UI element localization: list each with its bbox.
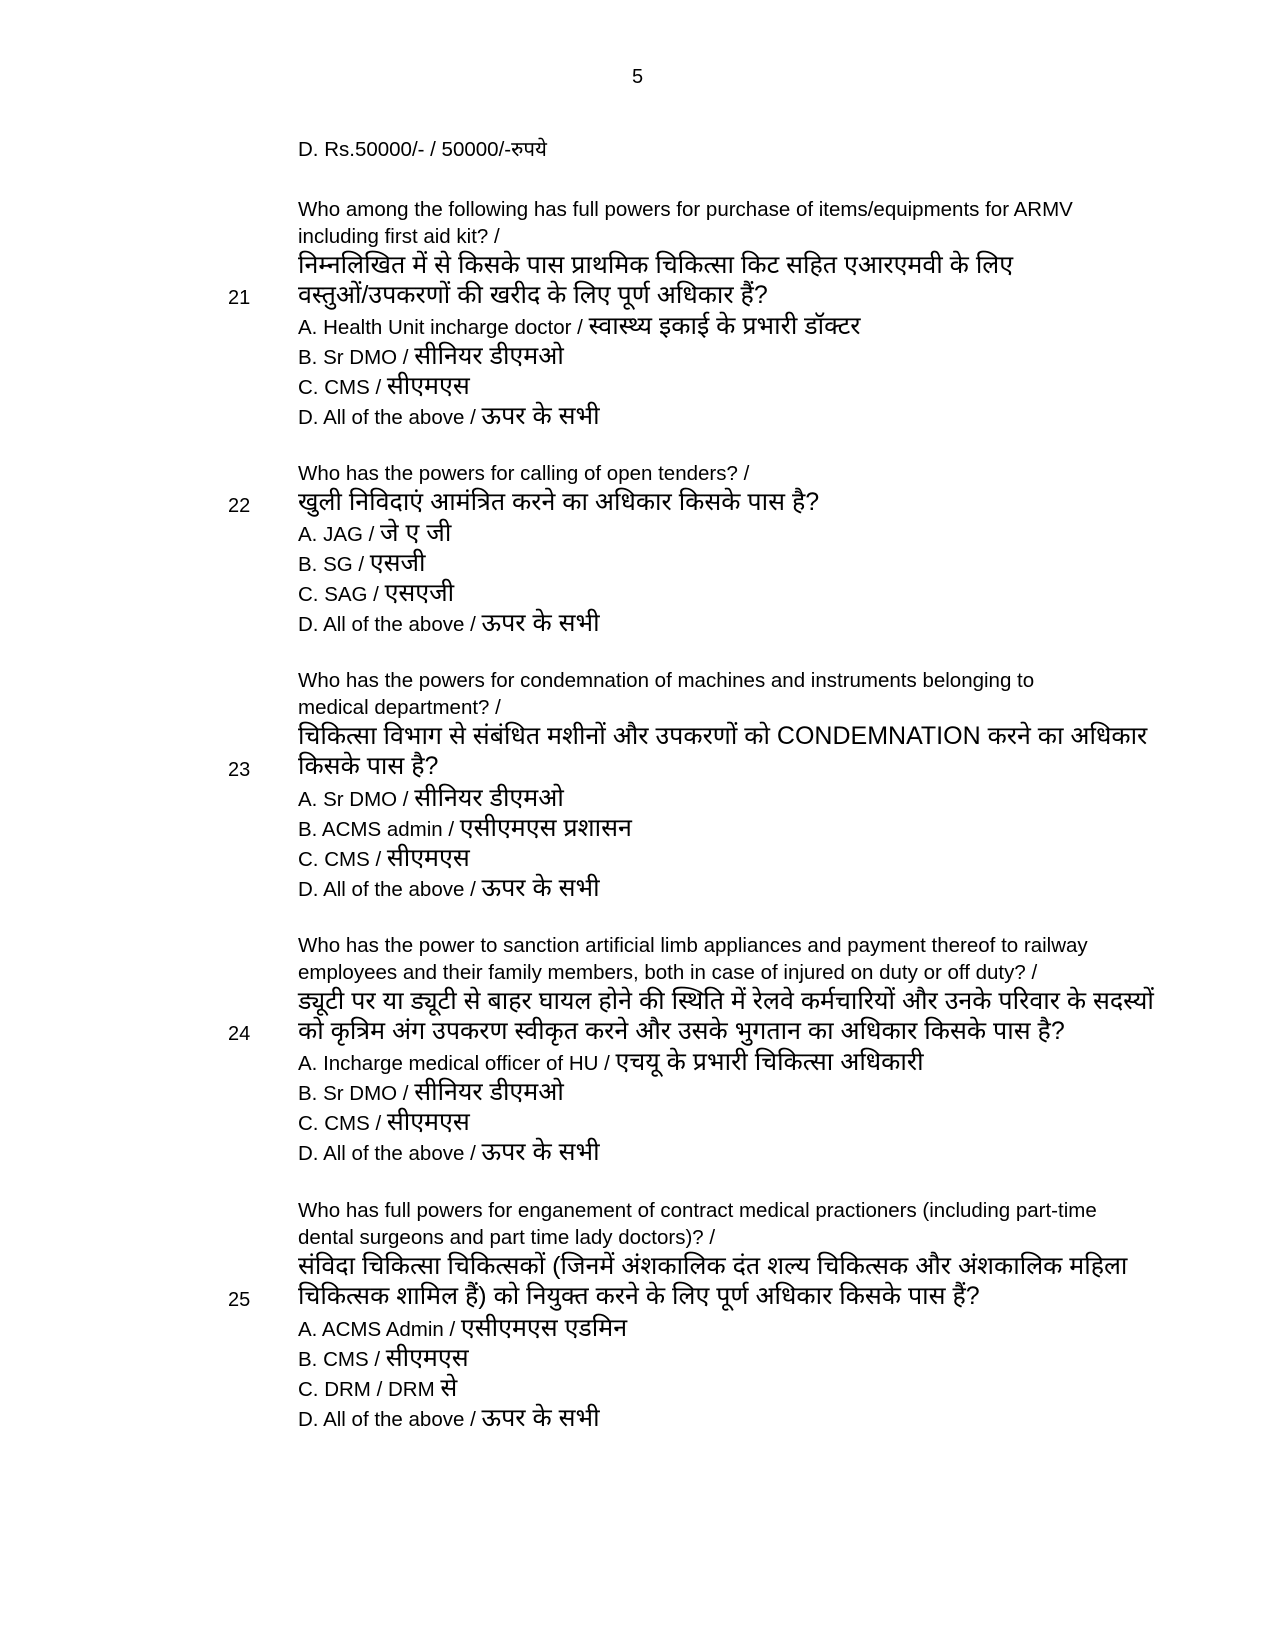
option-b: B. ACMS admin / एसीएमएस प्रशासन — [298, 814, 632, 842]
question-hindi-line: खुली निविदाएं आमंत्रित करने का अधिकार किसके पास है? — [298, 488, 820, 516]
option-d: D. All of the above / ऊपर के सभी — [298, 402, 600, 430]
option-c: C. CMS / सीएमएस — [298, 372, 470, 400]
question-number: 22 — [228, 495, 251, 517]
option-b: B. SG / एसजी — [298, 549, 426, 577]
question-hindi-line: संविदा चिकित्सा चिकित्सकों (जिनमें अंशकालिक दंत शल्य चिकित्सक और अंशकालिक महिला — [298, 1252, 1128, 1280]
question-english-line: Who has the powers for calling of open tenders? / — [298, 462, 750, 485]
question-hindi-line: चिकित्सा विभाग से संबंधित मशीनों और उपकरणों को CONDEMNATION करने का अधिकार — [298, 722, 1148, 750]
question-hindi-line: चिकित्सक शामिल हैं) को नियुक्त करने के लिए पूर्ण अधिकार किसके पास हैं? — [298, 1282, 980, 1310]
option-c: C. CMS / सीएमएस — [298, 844, 470, 872]
option-b: B. CMS / सीएमएस — [298, 1344, 469, 1372]
option-a: A. JAG / जे ए जी — [298, 519, 452, 547]
question-number: 21 — [228, 287, 251, 309]
option-d: D. All of the above / ऊपर के सभी — [298, 874, 600, 902]
question-hindi-line: ड्यूटी पर या ड्यूटी से बाहर घायल होने की स्थिति में रेलवे कर्मचारियों और उनके परिवार के सदस्यों — [298, 987, 1154, 1015]
carryover-option: D. Rs.50000/- / 50000/-रुपये — [298, 138, 547, 161]
question-hindi-line: किसके पास है? — [298, 752, 439, 780]
question-english-line: Who among the following has full powers for purchase of items/equipments for ARMV — [298, 198, 1073, 221]
option-d: D. All of the above / ऊपर के सभी — [298, 1138, 600, 1166]
question-number: 24 — [228, 1023, 251, 1045]
option-c: C. CMS / सीएमएस — [298, 1108, 470, 1136]
question-number: 25 — [228, 1289, 251, 1311]
option-c: C. DRM / DRM से — [298, 1374, 458, 1402]
question-hindi-line: निम्नलिखित में से किसके पास प्राथमिक चिकित्सा किट सहित एआरएमवी के लिए — [298, 251, 1014, 279]
question-number: 23 — [228, 759, 251, 781]
question-english-line: employees and their family members, both in case of injured on duty or off duty? / — [298, 961, 1038, 984]
option-a: A. Incharge medical officer of HU / एचयू के प्रभारी चिकित्सा अधिकारी — [298, 1048, 924, 1076]
question-english-line: Who has the powers for condemnation of machines and instruments belonging to — [298, 669, 1035, 692]
option-a: A. Health Unit incharge doctor / स्वास्थ्य इकाई के प्रभारी डॉक्टर — [298, 312, 861, 340]
option-c: C. SAG / एसएजी — [298, 579, 455, 607]
question-english-line: Who has the power to sanction artificial limb appliances and payment thereof to railway — [298, 934, 1088, 957]
option-d: D. All of the above / ऊपर के सभी — [298, 1404, 600, 1432]
option-a: A. Sr DMO / सीनियर डीएमओ — [298, 784, 564, 812]
question-english-line: Who has full powers for enganement of contract medical practioners (including part-time — [298, 1199, 1097, 1222]
question-hindi-line: को कृत्रिम अंग उपकरण स्वीकृत करने और उसके भुगतान का अधिकार किसके पास है? — [298, 1017, 1065, 1045]
option-b: B. Sr DMO / सीनियर डीएमओ — [298, 1078, 564, 1106]
option-a: A. ACMS Admin / एसीएमएस एडमिन — [298, 1314, 628, 1342]
option-b: B. Sr DMO / सीनियर डीएमओ — [298, 342, 564, 370]
page-number: 5 — [631, 66, 644, 88]
option-d: D. All of the above / ऊपर के सभी — [298, 609, 600, 637]
question-english-line: dental surgeons and part time lady doctors)? / — [298, 1226, 716, 1249]
question-hindi-line: वस्तुओं/उपकरणों की खरीद के लिए पूर्ण अधिकार हैं? — [298, 281, 768, 309]
question-english-line: medical department? / — [298, 696, 501, 719]
question-english-line: including first aid kit? / — [298, 225, 500, 248]
